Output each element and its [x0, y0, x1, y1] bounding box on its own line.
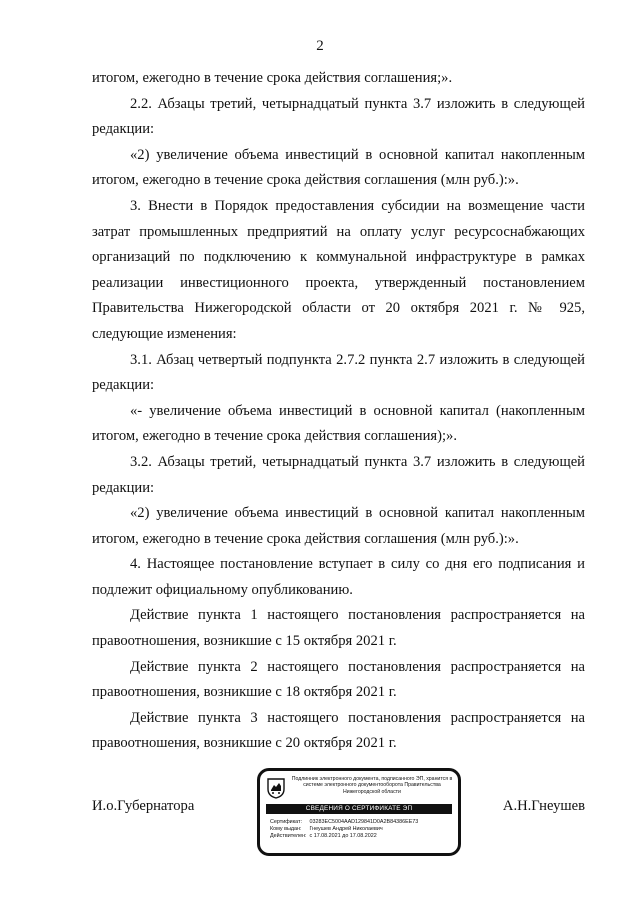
certificate-line: [270, 819, 456, 826]
paragraph: Действие пункта 1 настоящего постановления распространяется на правоотношения, возникшие с 15 октября 2021 г.: [92, 607, 585, 650]
stamp-header: Подлинник электронного документа, подписанного ЭП, хранится в системе электронного документооборота Правительства Нижегородской области: [291, 776, 453, 795]
paragraph: «2) увеличение объема инвестиций в основной капитал накопленным итогом, ежегодно в течение срока действия соглашения (млн руб.):».: [92, 146, 585, 189]
validity-label: Действителен:: [270, 833, 307, 839]
issued-to-line: [270, 826, 456, 833]
electronic-signature-stamp: [257, 768, 461, 856]
paragraph: 2.2. Абзацы третий, четырнадцатый пункта 3.7 изложить в следующей редакции:: [92, 95, 585, 138]
paragraph: 3.2. Абзацы третий, четырнадцатый пункта 3.7 изложить в следующей редакции:: [92, 453, 585, 496]
stamp-details: [270, 819, 456, 840]
stamp-title: СВЕДЕНИЯ О СЕРТИФИКАТЕ ЭП: [266, 804, 452, 814]
document-body: [92, 66, 585, 757]
coat-of-arms-icon: [266, 777, 286, 799]
signer-name: А.Н.Гнеушев: [502, 798, 585, 814]
paragraph: 3. Внести в Порядок предоставления субсидии на возмещение части затрат промышленных предприятий на оплату услуг ресурсоснабжающих организаций по подключению к коммунальной инфраструктуре в рамках реализации инвестиционного проекта, утвержденный постановлением Правительства Нижегородской области от 20 октября 2021 г. № 925, следующие изменения:: [92, 197, 585, 342]
paragraph: 3.1. Абзац четвертый подпункта 2.7.2 пункта 2.7 изложить в следующей редакции:: [92, 351, 585, 394]
validity-line: [270, 833, 456, 840]
certificate-value: 03283EC5004AAD129841D0A2B84386EE73: [309, 819, 419, 825]
paragraph: Действие пункта 3 настоящего постановления распространяется на правоотношения, возникшие с 20 октября 2021 г.: [92, 709, 585, 752]
issued-to-value: Гнеушев Андрей Николаевич: [309, 826, 383, 832]
paragraph: 4. Настоящее постановление вступает в силу со дня его подписания и подлежит официальному опубликованию.: [92, 556, 585, 598]
paragraph: Действие пункта 2 настоящего постановления распространяется на правоотношения, возникшие с 18 октября 2021 г.: [92, 658, 585, 701]
issued-to-label: Кому выдан:: [270, 826, 302, 832]
paragraph: итогом, ежегодно в течение срока действия соглашения;».: [92, 70, 453, 86]
paragraph: «2) увеличение объема инвестиций в основной капитал накопленным итогом, ежегодно в течение срока действия соглашения (млн руб.):».: [92, 505, 585, 547]
paragraph: «- увеличение объема инвестиций в основной капитал (накопленным итогом, ежегодно в течение срока действия соглашения);».: [92, 402, 585, 445]
page-number: 2: [316, 38, 324, 54]
certificate-label: Сертификат:: [270, 819, 303, 825]
validity-value: с 17.08.2021 до 17.08.2022: [309, 833, 377, 839]
signer-position: И.о.Губернатора: [92, 798, 195, 814]
